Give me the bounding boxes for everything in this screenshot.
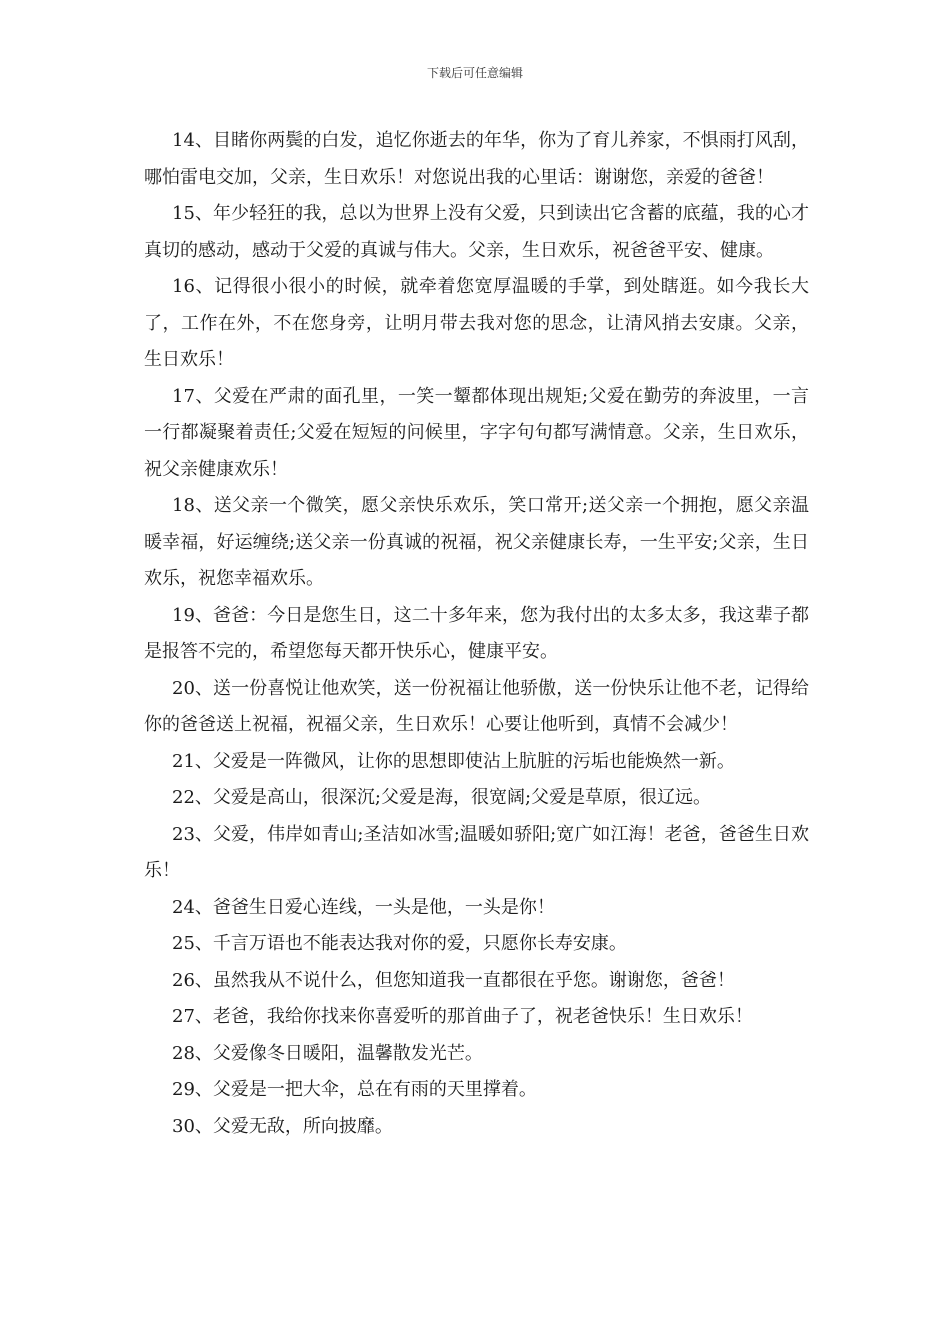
paragraph-29: 29、父爱是一把大伞，总在有雨的天里撑着。 (172, 1079, 537, 1100)
page-header: 下载后可任意编辑 (426, 66, 523, 80)
paragraph-16: 16、记得很小很小的时候，就牵着您宽厚温暖的手掌，到处瞎逛。如今我长大了，工作在外，不在您身旁，让明月带去我对您的思念，让清风捎去安康。父亲，生日欢乐！ (144, 276, 809, 370)
paragraph-15: 15、年少轻狂的我，总以为世界上没有父爱，只到读出它含蓄的底蕴，我的心才真切的感动，感动于父爱的真诚与伟大。父亲，生日欢乐，祝爸爸平安、健康。 (144, 203, 809, 261)
paragraph-17: 17、父爱在严肃的面孔里，一笑一颦都体现出规矩;父爱在勤劳的奔波里，一言一行都凝聚着责任;父爱在短短的问候里，字字句句都写满情意。父亲，生日欢乐，祝父亲健康欢乐！ (144, 385, 809, 480)
paragraph-25: 25、千言万语也不能表达我对你的爱，只愿你长寿安康。 (172, 933, 627, 954)
paragraph-18: 18、送父亲一个微笑，愿父亲快乐欢乐，笑口常开;送父亲一个拥抱，愿父亲温暖幸福，好运缠绕;送父亲一份真诚的祝福，祝父亲健康长寿，一生平安;父亲，生日欢乐，祝您幸福欢乐。 (144, 495, 809, 589)
paragraph-19: 19、爸爸：今日是您生日，这二十多年来，您为我付出的太多太多，我这辈子都是报答不完的，希望您每天都开快乐心，健康平安。 (144, 604, 809, 662)
paragraph-30: 30、父爱无敌，所向披靡。 (172, 1115, 393, 1137)
paragraph-21: 21、父爱是一阵微风，让你的思想即使沾上肮脏的污垢也能焕然一新。 (172, 750, 735, 772)
paragraph-20: 20、送一份喜悦让他欢笑，送一份祝福让他骄傲，送一份快乐让他不老，记得给你的爸爸送上祝福，祝福父亲，生日欢乐！心要让他听到，真情不会减少！ (144, 677, 809, 735)
paragraph-14: 14、目睹你两鬓的白发，追忆你逝去的年华，你为了育儿养家，不惧雨打风刮，哪怕雷电交加，父亲，生日欢乐！对您说出我的心里话：谢谢您，亲爱的爸爸！ (144, 130, 809, 188)
paragraph-23: 23、父爱，伟岸如青山;圣洁如冰雪;温暖如骄阳;宽广如江海！老爸，爸爸生日欢乐！ (144, 823, 809, 881)
paragraph-27: 27、老爸，我给你找来你喜爱听的那首曲子了，祝老爸快乐！生日欢乐！ (172, 1006, 753, 1027)
paragraph-26: 26、虽然我从不说什么，但您知道我一直都很在乎您。谢谢您，爸爸！ (172, 969, 735, 991)
paragraph-22: 22、父爱是高山，很深沉;父爱是海，很宽阔;父爱是草原，很辽远。 (172, 787, 712, 808)
document-body (144, 123, 809, 1145)
paragraph-28: 28、父爱像冬日暖阳，温馨散发光芒。 (172, 1042, 483, 1064)
paragraph-24: 24、爸爸生日爱心连线，一头是他，一头是你！ (172, 896, 555, 918)
